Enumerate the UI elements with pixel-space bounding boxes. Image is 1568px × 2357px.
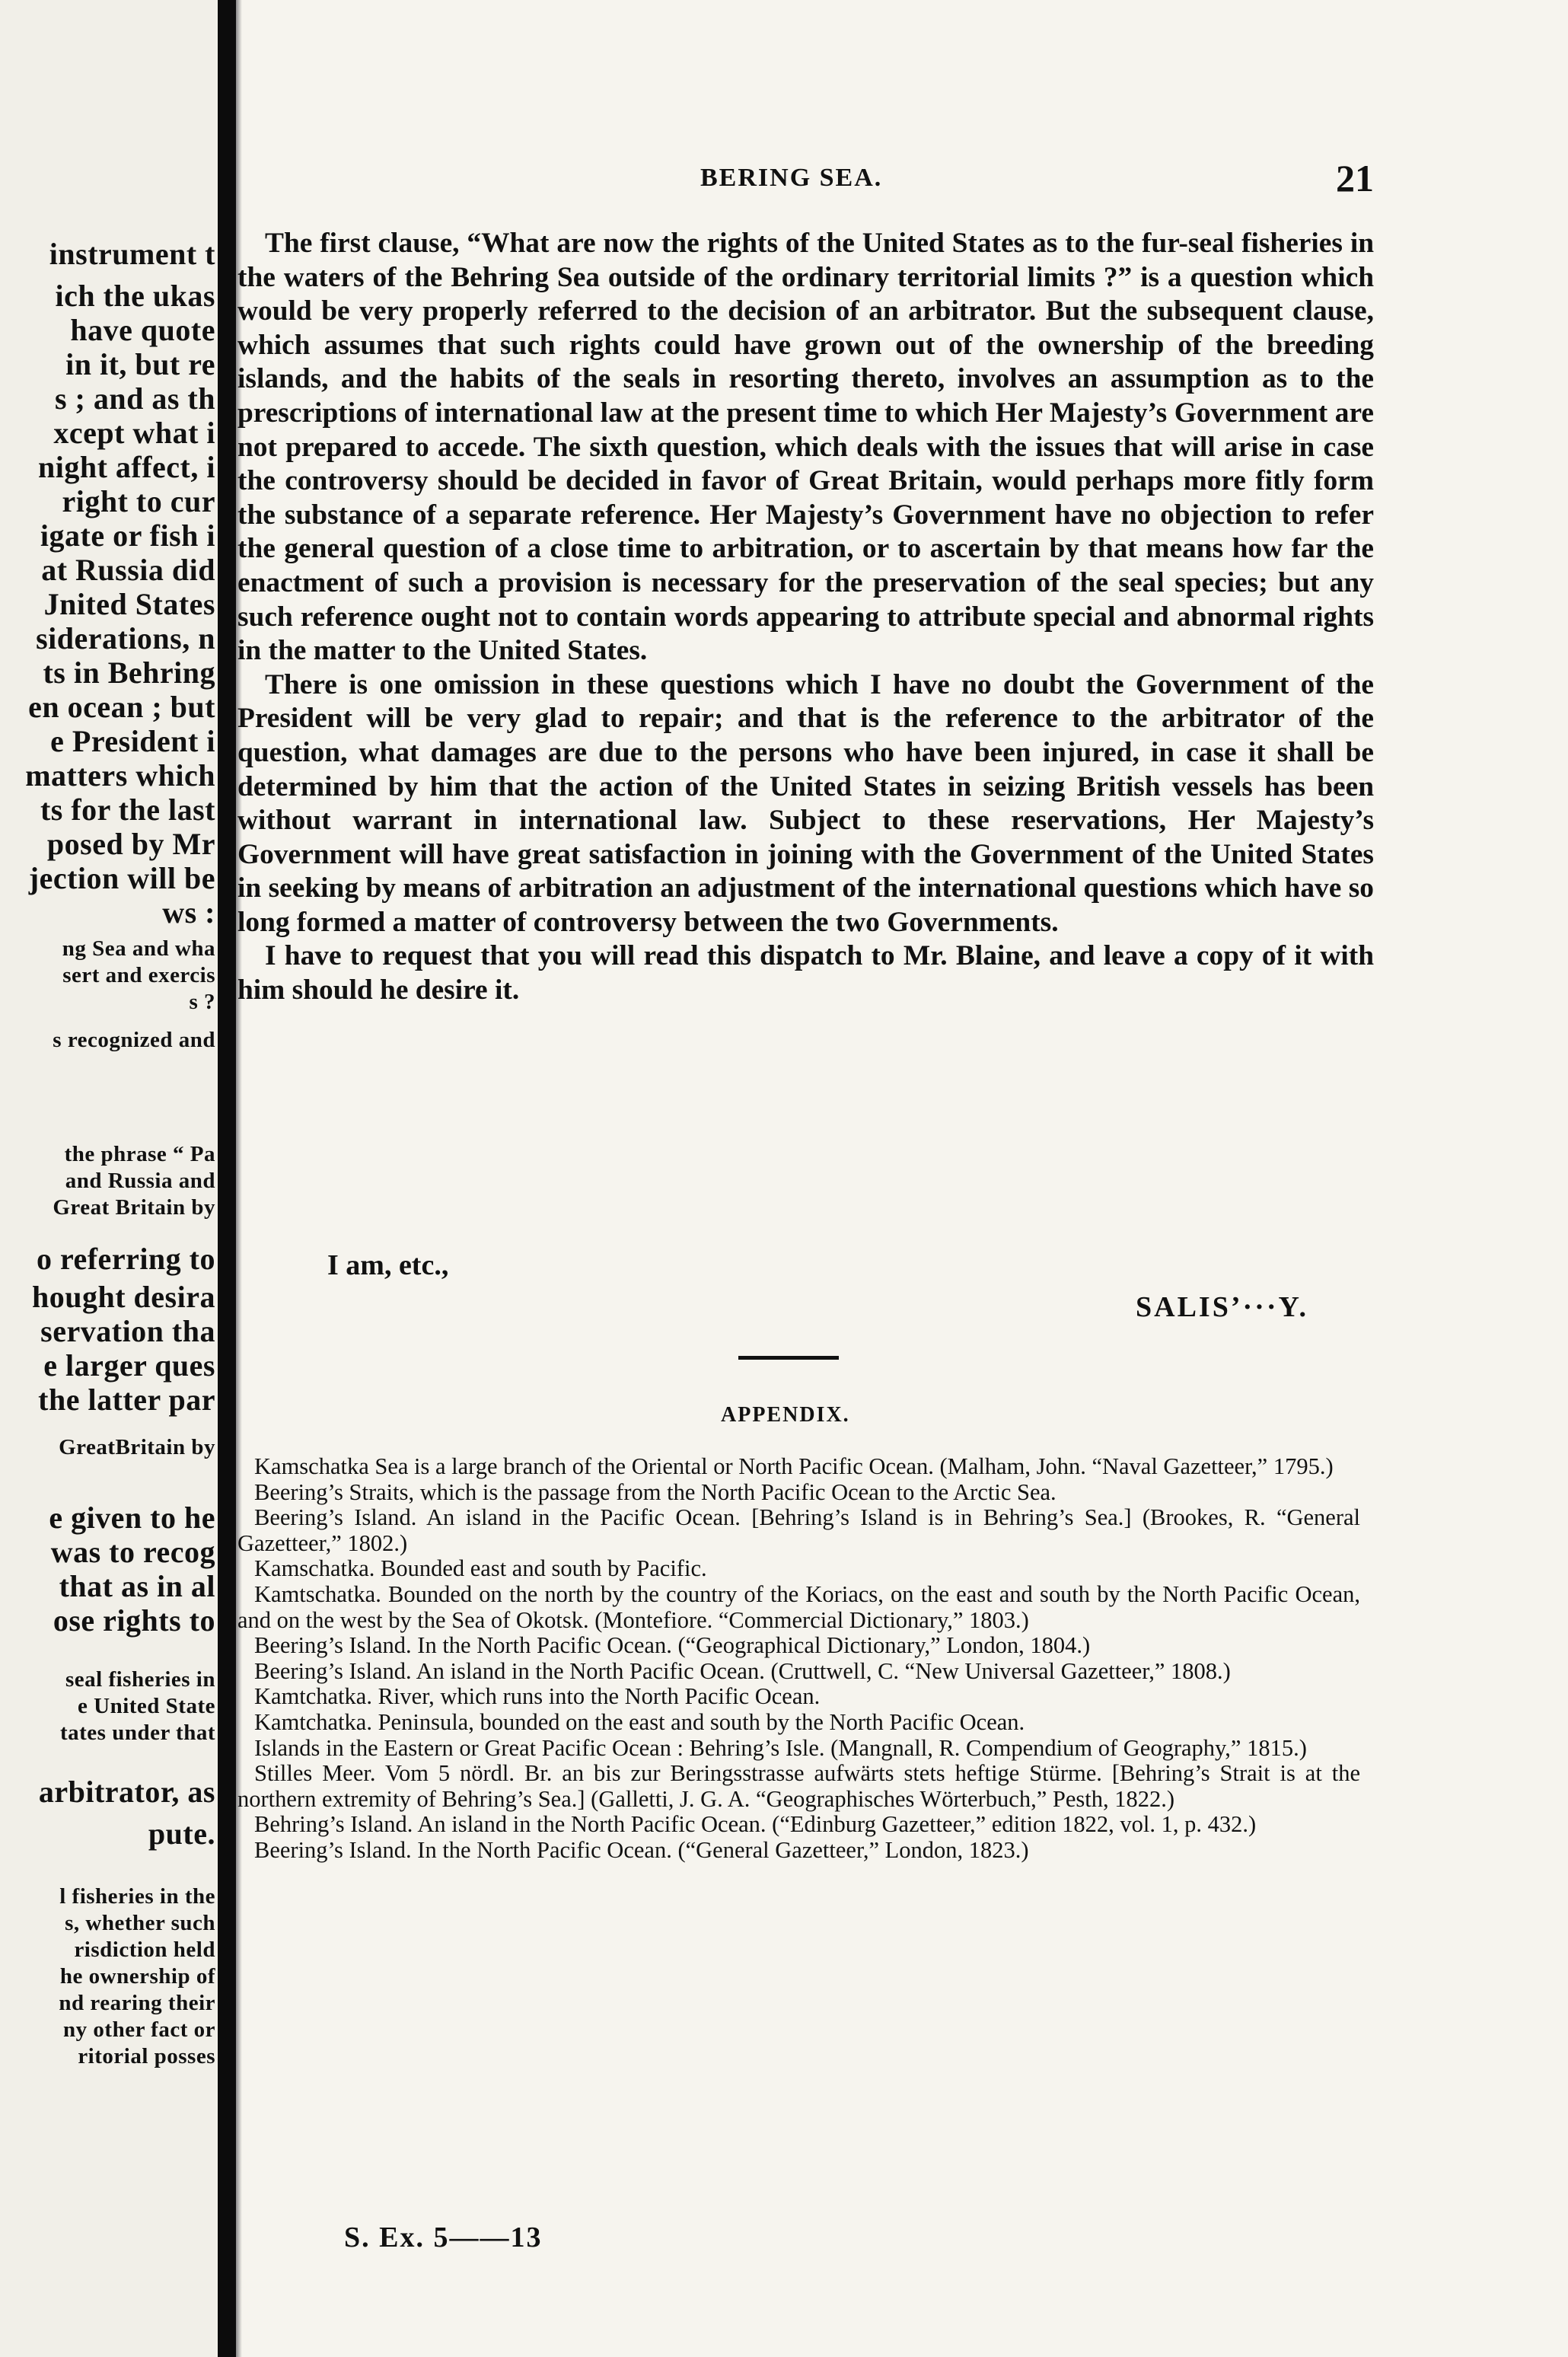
left-page-line: ose rights to [53,1603,215,1638]
left-page-line: s ; and as th [54,381,215,416]
letter-closing: I am, etc., [327,1249,449,1281]
left-page-line: tates under that [59,1721,215,1745]
left-page-line: Jnited States [43,587,215,621]
signature-mark: S. Ex. 5——13 [344,2221,543,2253]
section-divider [738,1356,839,1360]
left-page-line: hought desira [32,1280,215,1314]
left-page-line: e given to he [49,1501,215,1535]
appendix-entry: Behring’s Island. An island in the North Pacific Ocean. (“Edinburg Gazetteer,” edition 1822, vol. 1, p. 432.) [254,1811,1257,1838]
left-page-line: e larger ques [43,1348,215,1383]
left-page-line: the phrase “ Pa [64,1142,215,1166]
body-paragraph: The first clause, “What are now the rights of the United States as to the fur-seal fisheries in the waters of the Behring Sea outside of the ordinary territorial limits ?” is a question which would be very properly referred to the decision of an arbitrator. But the subsequent clause, which assumes that such rights could have grown out of the ownership of the breeding islands, and the habits of the seals in resorting thereto, involves an assumption as to the prescriptions of international law at the present time to which Her Majesty’s Government are not prepared to accede. The sixth question, which deals with the issues that will arise in case the controversy should be decided in favor of Great Britain, would perhaps more fitly form the substance of a separate reference. Her Majesty’s Government have no objection to refer the general question of a close time to arbitration, or to ascertain by that means how far the enactment of such a provision is necessary for the preservation of the seal species; but any such reference ought not to contain words appearing to attribute special and abnormal rights in the matter to the United States. [237,228,1374,667]
left-page-line: ws : [162,895,215,930]
left-page-line: was to recog [50,1535,215,1569]
left-page-line: nd rearing their [59,1991,215,2015]
book-spine-shadow [218,0,236,2357]
left-page-line: right to cur [62,484,215,518]
left-page-line: s recognized and [53,1028,215,1052]
left-page-line: seal fisheries in [65,1667,215,1692]
page-number: 21 [1336,157,1374,199]
appendix-entry: Stilles Meer. Vom 5 nördl. Br. an bis zur Beringsstrasse aufwärts stets heftige Stürme. [Behring’s Strait is at the northern extremity of Behring’s Sea.] (Galletti, J. G. A. “Geographisches Wörterbuch,” Pesth, 1822.) [237,1760,1360,1812]
left-page-line: igate or fish i [40,518,215,553]
left-page-line: ny other fact or [63,2017,215,2042]
appendix-entry: Kamschatka Sea is a large branch of the Oriental or North Pacific Ocean. (Malham, John. “Naval Gazetteer,” 1795.) [254,1453,1334,1479]
left-page-line: risdiction held [74,1938,215,1962]
body-text [237,227,1374,1008]
appendix-entry: Beering’s Island. An island in the North Pacific Ocean. (Cruttwell, C. “New Universal Gazetteer,” 1808.) [254,1657,1231,1684]
left-page-line: e President i [50,724,215,758]
left-page-line: arbitrator, as [38,1775,215,1809]
left-page-line: s ? [189,990,215,1014]
left-page-fragment [0,0,217,2357]
left-page-line: xcept what i [53,416,215,450]
left-page-line: ich the ukas [55,279,215,313]
left-page-line: jection will be [28,861,215,895]
left-page-line: have quote [70,313,215,347]
left-page-line: ng Sea and wha [62,936,215,961]
left-page-line: en ocean ; but [28,690,215,724]
left-page-line: e United State [78,1694,215,1718]
left-page-line: matters which [25,758,215,793]
signature: SALIS’···Y. [1136,1291,1308,1323]
left-page-line: o referring to [36,1242,215,1276]
left-page-line: the latter par [38,1383,215,1417]
appendix-entry: Kamtschatka. Bounded on the north by the country of the Koriacs, on the east and south by the North Pacific Ocean, and on the west by the Sea of Okotsk. (Montefiore. “Commercial Dictionary,” 1803.) [237,1580,1360,1633]
page-header [236,156,1374,202]
running-head: BERING SEA. [700,164,883,192]
appendix-entry: Kamtchatka. Peninsula, bounded on the east and south by the North Pacific Ocean. [254,1708,1025,1735]
appendix-entry: Islands in the Eastern or Great Pacific Ocean : Behring’s Isle. (Mangnall, R. Compendium of Geography,” 1815.) [254,1734,1307,1761]
left-page-line: GreatBritain by [59,1435,215,1459]
appendix-entry: Beering’s Island. In the North Pacific Ocean. (“General Gazetteer,” London, 1823.) [254,1836,1029,1863]
left-page-line: ts in Behring [43,655,215,690]
left-page-line: ts for the last [40,793,215,827]
body-paragraph: I have to request that you will read this dispatch to Mr. Blaine, and leave a copy of it with him should he desire it. [237,940,1374,1006]
left-page-line: l fisheries in the [59,1884,215,1909]
left-page-line: that as in al [59,1569,215,1603]
left-page-line: siderations, n [36,621,215,655]
left-page-line: he ownership of [59,1964,215,1989]
appendix-entry: Kamschatka. Bounded east and south by Pacific. [254,1555,707,1582]
left-page-line: servation tha [40,1314,215,1348]
left-page-line: night affect, i [37,450,215,484]
body-paragraph: There is one omission in these questions which I have no doubt the Government of the President will be very glad to repair; and that is the reference to the arbitrator of the question, what damages are due to the persons who have been injured, in case it shall be determined by him that the action of the United States in seizing British vessels has been without warrant in international law. Subject to these reservations, Her Majesty’s Government will have great satisfaction in joining with the Government of the United States in seeking by means of arbitration an adjustment of the international questions which have so long formed a matter of controversy between the two Governments. [237,668,1374,938]
left-page-line: instrument t [49,237,215,271]
left-page-line: pute. [148,1816,215,1851]
appendix-entry: Beering’s Island. An island in the Pacific Ocean. [Behring’s Island is in Behring’s Sea.] (Brookes, R. “General Gazetteer,” 1802.) [237,1504,1360,1556]
left-page-line: in it, but re [65,347,215,381]
left-page-line: ritorial posses [78,2044,215,2068]
appendix-entry: Beering’s Straits, which is the passage from the North Pacific Ocean to the Arctic Sea. [254,1478,1056,1505]
left-page-line: at Russia did [41,553,215,587]
left-page-line: posed by Mr [46,827,215,861]
appendix-heading: APPENDIX. [721,1403,850,1427]
left-page-line: s, whether such [65,1911,215,1935]
appendix-entries [237,1454,1360,1864]
appendix-entry: Beering’s Island. In the North Pacific Ocean. (“Geographical Dictionary,” London, 1804.) [254,1632,1091,1659]
appendix-entry: Kamtchatka. River, which runs into the North Pacific Ocean. [254,1683,821,1710]
left-page-line: Great Britain by [53,1195,215,1220]
left-page-line: and Russia and [65,1169,215,1193]
left-page-line: sert and exercis [62,963,215,987]
